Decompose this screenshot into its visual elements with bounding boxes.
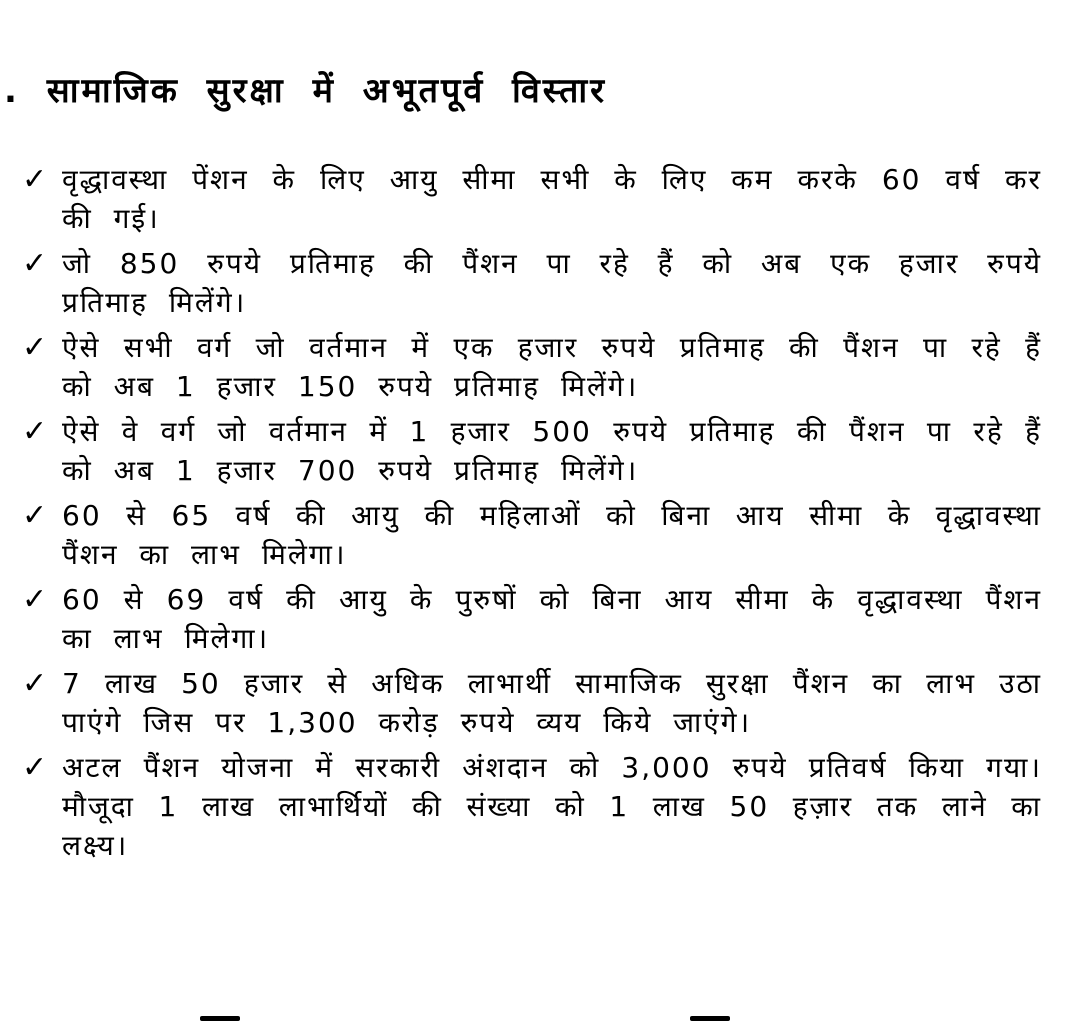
bullet-item (20, 748, 1042, 865)
cropped-next-heading (0, 1016, 1080, 1029)
bullet-item (20, 496, 1042, 574)
bullet-text: ऐसे सभी वर्ग जो वर्तमान में एक हजार रुपये प्रतिमाह की पैंशन पा रहे हैं को अब 1 हजार 150 रुपये प्रतिमाह मिलेंगे। (62, 331, 1042, 403)
check-mark-icon: ✓ (22, 414, 50, 449)
check-mark-icon: ✓ (22, 498, 50, 533)
check-mark-icon: ✓ (22, 162, 50, 197)
bullet-item (20, 580, 1042, 658)
check-mark-icon: ✓ (22, 246, 50, 281)
bullet-item (20, 244, 1042, 322)
bullet-item (20, 412, 1042, 490)
bullet-text: जो 850 रुपये प्रतिमाह की पैंशन पा रहे हैं को अब एक हजार रुपये प्रतिमाह मिलेंगे। (62, 247, 1042, 319)
bullet-list (20, 160, 1042, 871)
check-mark-icon: ✓ (22, 666, 50, 701)
bullet-text: 60 से 69 वर्ष की आयु के पुरुषों को बिना आय सीमा के वृद्धावस्था पैंशन का लाभ मिलेगा। (62, 583, 1042, 655)
check-mark-icon: ✓ (22, 330, 50, 365)
bullet-item (20, 664, 1042, 742)
bullet-item (20, 160, 1042, 238)
bullet-text: अटल पैंशन योजना में सरकारी अंशदान को 3,000 रुपये प्रतिवर्ष किया गया। मौजूदा 1 लाख लाभार्थियों की संख्या को 1 लाख 50 हज़ार तक लाने का लक्ष्य। (62, 751, 1042, 862)
bullet-text: ऐसे वे वर्ग जो वर्तमान में 1 हजार 500 रुपये प्रतिमाह की पैंशन पा रहे हैं को अब 1 हजार 700 रुपये प्रतिमाह मिलेंगे। (62, 415, 1042, 487)
bullet-text: 7 लाख 50 हजार से अधिक लाभार्थी सामाजिक सुरक्षा पैंशन का लाभ उठा पाएंगे जिस पर 1,300 करोड़ रुपये व्यय किये जाएंगे। (62, 667, 1042, 739)
bullet-item (20, 328, 1042, 406)
bullet-text: 60 से 65 वर्ष की आयु की महिलाओं को बिना आय सीमा के वृद्धावस्था पैंशन का लाभ मिलेगा। (62, 499, 1042, 571)
check-mark-icon: ✓ (22, 750, 50, 785)
bullet-text: वृद्धावस्था पेंशन के लिए आयु सीमा सभी के लिए कम करके 60 वर्ष कर की गई। (62, 163, 1042, 235)
section-heading: . सामाजिक सुरक्षा में अभूतपूर्व विस्तार (4, 71, 608, 111)
check-mark-icon: ✓ (22, 582, 50, 617)
